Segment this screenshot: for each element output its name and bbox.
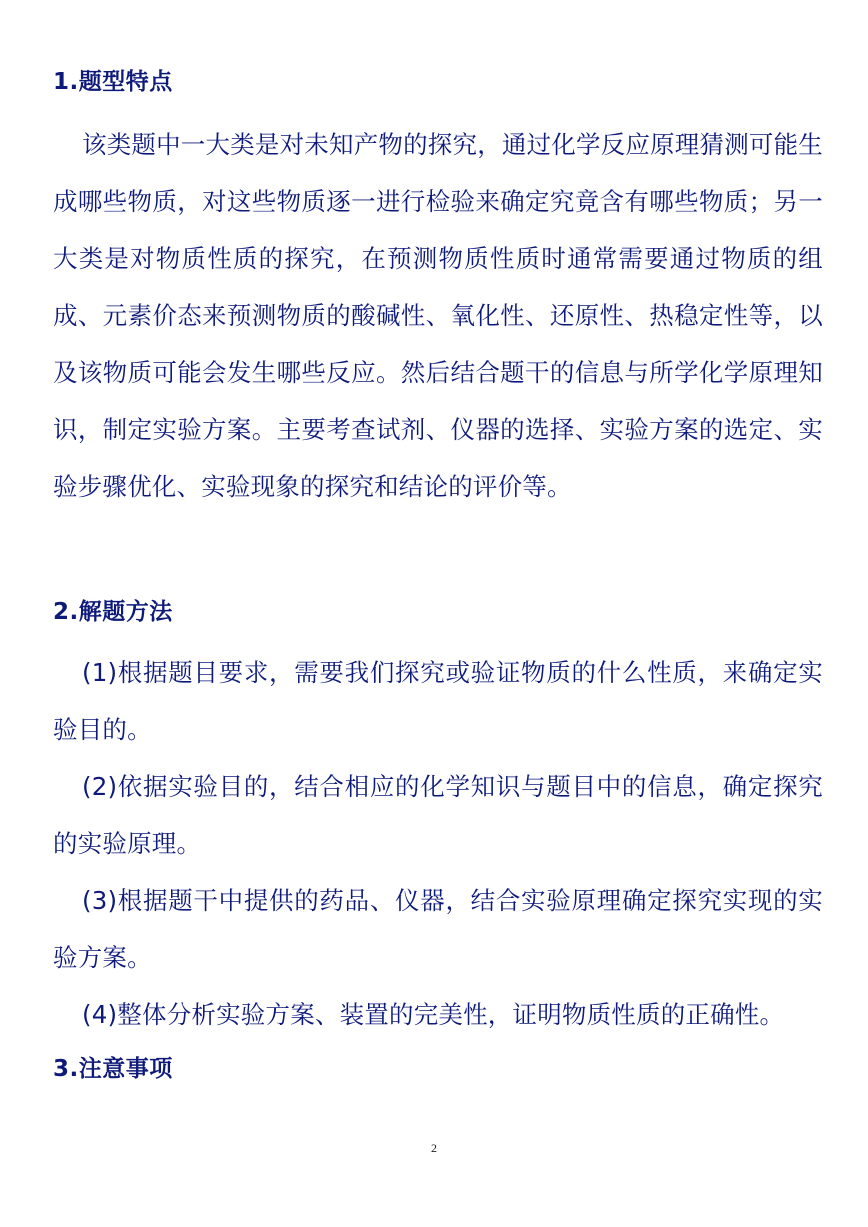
method-step-3: (3)根据题干中提供的药品、仪器，结合实验原理确定探究实现的实验方案。 [53, 886, 823, 972]
spacer [53, 1043, 823, 1051]
section-heading-3: 3.注意事项 [53, 1056, 173, 1082]
section-heading-2: 2.解题方法 [53, 599, 173, 625]
method-step-2: (2)依据实验目的，结合相应的化学知识与题目中的信息，确定探究的实验原理。 [53, 772, 823, 858]
method-step-1: (1)根据题目要求，需要我们探究或验证物质的什么性质，来确定实验目的。 [53, 658, 823, 744]
spacer [53, 515, 823, 594]
section-heading-1: 1.题型特点 [53, 69, 173, 95]
method-step-4: (4)整体分析实验方案、装置的完美性，证明物质性质的正确性。 [82, 1000, 785, 1029]
spacer [53, 100, 823, 116]
spacer [53, 630, 823, 644]
document-body [53, 64, 823, 1087]
page-number: 2 [431, 1141, 437, 1155]
section-1-paragraph: 该类题中一大类是对未知产物的探究，通过化学反应原理猜测可能生成哪些物质，对这些物质逐一进行检验来确定究竟含有哪些物质；另一大类是对物质性质的探究，在预测物质性质时通常需要通过物质的组成、元素价态来预测物质的酸碱性、氧化性、还原性、热稳定性等，以及该物质可能会发生哪些反应。然后结合题干的信息与所学化学原理知识，制定实验方案。主要考查试剂、仪器的选择、实验方案的选定、实验步骤优化、实验现象的探究和结论的评价等。 [53, 130, 823, 501]
